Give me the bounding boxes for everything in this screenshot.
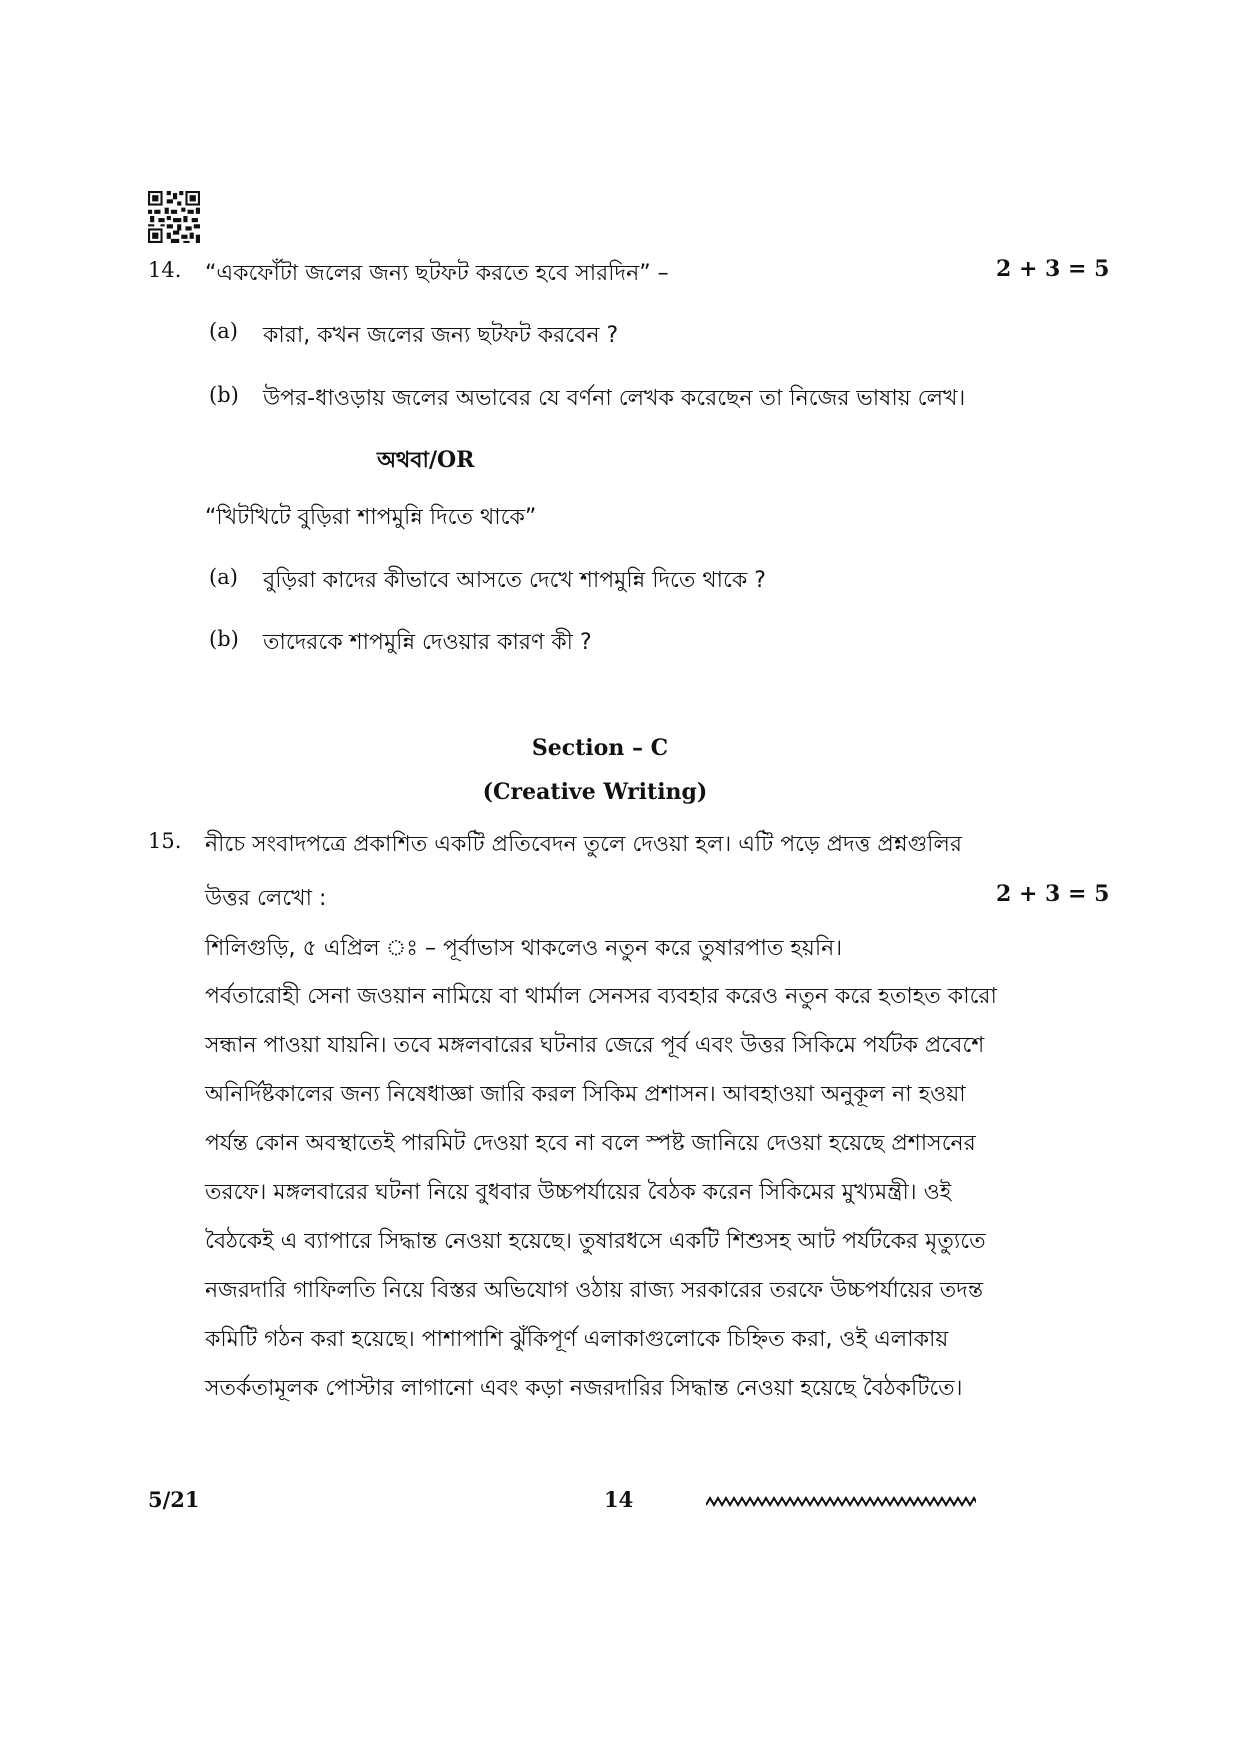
or-divider-english: /OR (428, 447, 475, 473)
question-14-quote: “একফোঁটা জলের জন্য ছটফট করতে হবে সারদিন” – (205, 261, 669, 286)
qr-code-icon (148, 191, 200, 243)
question-14-alt-a-label: (a) (209, 565, 238, 589)
question-14-alt-a-text: বুড়িরা কাদের কীভাবে আসতে দেখে শাপমুন্নি দিতে থাকে ? (263, 568, 766, 593)
report-line: সতর্কতামূলক পোস্টার লাগানো এবং কড়া নজরদারির সিদ্ধান্ত নেওয়া হয়েছে বৈঠকটিতে। (205, 1376, 963, 1401)
report-body (205, 972, 997, 1413)
question-14-number: 14. (148, 258, 182, 282)
report-line: বৈঠকেই এ ব্যাপারে সিদ্ধান্ত নেওয়া হয়েছে। তুষারধসে একটি শিশুসহ আট পর্যটকের মৃত্যুতে (205, 1229, 986, 1254)
section-title: Section – C (531, 735, 669, 761)
question-14-alt-b-text: তাদেরকে শাপমুন্নি দেওয়ার কারণ কী ? (263, 630, 592, 655)
section-subtitle: (Creative Writing) (482, 779, 708, 805)
question-14b-label: (b) (209, 383, 239, 407)
question-14-alt-quote: “খিটখিটে বুড়িরা শাপমুন্নি দিতে থাকে” (205, 505, 537, 530)
question-15-number: 15. (148, 829, 182, 853)
report-line: কমিটি গঠন করা হয়েছে। পাশাপাশি ঝুঁকিপূর্ণ এলাকাগুলোকে চিহ্নিত করা, ওই এলাকায় (205, 1327, 949, 1352)
question-14b-text: উপর-ধাওড়ায় জলের অভাবের যে বর্ণনা লেখক করেছেন তা নিজের ভাষায় লেখ। (263, 386, 966, 411)
report-line: অনির্দিষ্টকালের জন্য নিষেধাজ্ঞা জারি করল সিকিম প্রশাসন। আবহাওয়া অনুকূল না হওয়া (205, 1082, 966, 1107)
question-14a-text: কারা, কখন জলের জন্য ছটফট করবেন ? (263, 323, 619, 348)
question-14a-label: (a) (209, 319, 238, 343)
report-line: তরফে। মঙ্গলবারের ঘটনা নিয়ে বুধবার উচ্চপর্যায়ের বৈঠক করেন সিকিমের মুখ্যমন্ত্রী। ওই (205, 1180, 952, 1205)
wavy-line-icon (706, 1495, 976, 1511)
question-15-instruction-cont: উত্তর লেখো : (205, 886, 327, 911)
question-14-marks: 2 + 3 = 5 (996, 256, 1110, 282)
question-14-alt-b-label: (b) (209, 627, 239, 651)
report-line: পর্যন্ত কোন অবস্থাতেই পারমিট দেওয়া হবে না বলে স্পষ্ট জানিয়ে দেওয়া হয়েছে প্রশাসনের (205, 1131, 976, 1156)
report-line: সন্ধান পাওয়া যায়নি। তবে মঙ্গলবারের ঘটনার জেরে পূর্ব এবং উত্তর সিকিমে পর্যটক প্রবেশে (205, 1033, 985, 1058)
paper-code: 5/21 (148, 1487, 200, 1512)
or-divider-bengali: অথবা (377, 448, 429, 473)
report-dateline: শিলিগুড়ি, ৫ এপ্রিল ঃ – পূর্বাভাস থাকলেও নতুন করে তুষারপাত হয়নি। (205, 936, 843, 961)
question-15-marks: 2 + 3 = 5 (996, 881, 1110, 907)
question-15-instruction: নীচে সংবাদপত্রে প্রকাশিত একটি প্রতিবেদন তুলে দেওয়া হল। এটি পড়ে প্রদত্ত প্রশ্নগুলির (205, 832, 962, 857)
page-number: 14 (604, 1487, 634, 1512)
or-divider (377, 443, 474, 480)
report-line: পর্বতারোহী সেনা জওয়ান নামিয়ে বা থার্মাল সেনসর ব্যবহার করেও নতুন করে হতাহত কারো (205, 984, 997, 1009)
report-line: নজরদারি গাফিলতি নিয়ে বিস্তর অভিযোগ ওঠায় রাজ্য সরকারের তরফে উচ্চপর্যায়ের তদন্ত (205, 1278, 983, 1303)
